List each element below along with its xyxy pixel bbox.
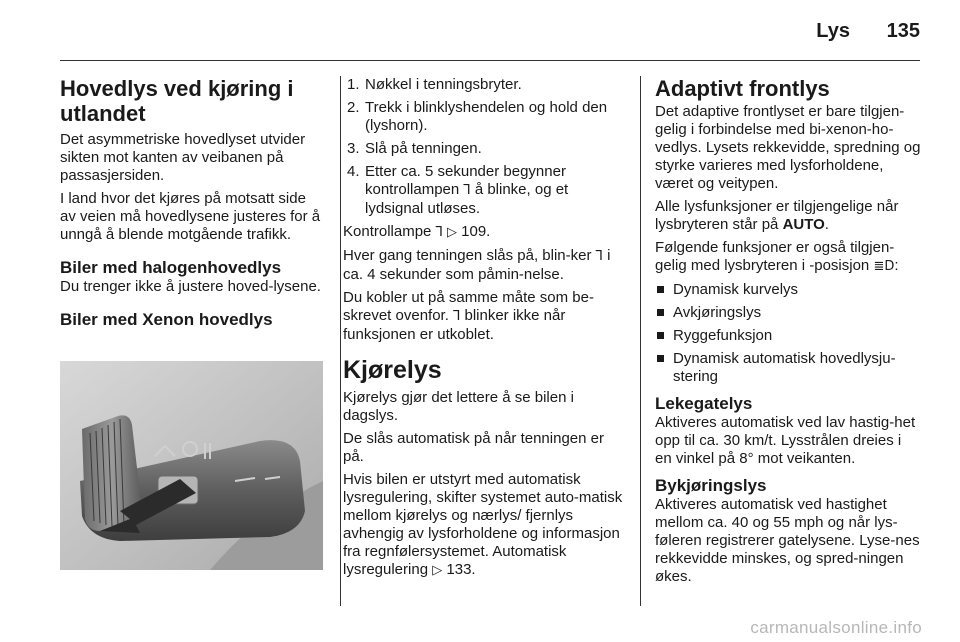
page-ref-arrow-icon: ▷ — [446, 225, 457, 240]
paragraph: Hver gang tenningen slås på, blin-ker Ꞁ i ca. 4 sekunder som påmin-nelse. — [343, 247, 611, 283]
paragraph: Aktiveres automatisk ved lav hastig-het opp til ca. 30 km/t. Lysstrålen dreies i en vinkel på 8° mot veikanten. — [655, 414, 916, 467]
paragraph: Hvis bilen er utstyrt med automatisk lysregulering, skifter systemet auto-matisk mellom kjørelys og nærlys/ fjernlys avhengig av lysforholdene og informasjon fra regnfølersystemet. Automatisk lysregulering ▷ 133. — [343, 471, 623, 578]
bullet-square-icon — [657, 355, 664, 362]
page-ref-arrow-icon: ▷ — [432, 563, 443, 578]
warning-lamp-icon: Ꞁ — [595, 249, 603, 264]
column-3 — [655, 76, 922, 591]
stalk-illustration — [60, 361, 323, 570]
page-header — [60, 0, 920, 61]
list-item: Dynamisk kurvelys — [655, 281, 922, 299]
paragraph: Følgende funksjoner er også tilgjen-gelig med lysbryteren i -posisjon ≣D: — [655, 239, 899, 274]
paragraph: Du kobler ut på samme måte som be-skrevet ovenfor. Ꞁ blinker ikke når funksjonen er utkoblet. — [343, 289, 594, 343]
paragraph: Kjørelys gjør det lettere å se bilen i dagslys. — [343, 389, 574, 424]
column-divider — [640, 76, 641, 606]
heading-hovedlys-utlandet: Hovedlys ved kjøring i utlandet — [60, 76, 294, 126]
page-number: 135 — [886, 20, 920, 42]
paragraph: Det asymmetriske hovedlyset utvider sikten mot kanten av veibanen på passasjersiden. — [60, 131, 306, 184]
watermark: carmanualsonline.info — [750, 618, 922, 637]
paragraph: De slås automatisk på når tenningen er på. — [343, 430, 604, 465]
list-item: 4. Etter ca. 5 sekunder begynner kontrollampen Ꞁ å blinke, og et lydsignal utløses. — [347, 163, 569, 217]
column-1 — [60, 76, 325, 330]
headlamp-icon: ≣D — [873, 259, 895, 274]
paragraph: Det adaptive frontlyset er bare tilgjen-gelig i forbindelse med bi-xenon-ho-vedlys. Lysets rekkevidde, spredning og styrke varieres med lysforholdene, været og veitypen. — [655, 103, 921, 192]
heading-bykjoringslys: Bykjøringslys — [655, 476, 767, 495]
steps-list — [343, 76, 628, 218]
bullet-square-icon — [657, 309, 664, 316]
list-item: 3. Slå på tenningen. — [347, 140, 482, 157]
column-divider — [340, 76, 341, 606]
auto-label: AUTO — [782, 216, 825, 233]
bullet-square-icon — [657, 332, 664, 339]
paragraph: I land hvor det kjøres på motsatt side av veien må hovedlysene justeres for å unngå å blende motgående trafikk. — [60, 190, 321, 243]
header-rule — [60, 60, 920, 61]
section-title: Lys — [816, 20, 850, 42]
column-2 — [343, 76, 628, 585]
turn-signal-lever-image — [60, 361, 323, 570]
list-item: Avkjøringslys — [655, 304, 922, 322]
heading-adaptivt-frontlys: Adaptivt frontlys — [655, 76, 830, 101]
heading-lekegatelys: Lekegatelys — [655, 394, 753, 413]
warning-lamp-icon: Ꞁ — [453, 309, 461, 324]
heading-halogen: Biler med halogenhovedlys — [60, 258, 282, 277]
functions-list — [655, 281, 922, 386]
paragraph: Kontrollampe Ꞁ ▷ 109. — [343, 223, 491, 240]
paragraph: Alle lysfunksjoner er tilgjengelige når lysbryteren står på AUTO. — [655, 198, 899, 233]
list-item: Ryggefunksjon — [655, 327, 922, 345]
paragraph: Aktiveres automatisk ved hastighet mellom ca. 40 og 55 mph og når lys-føleren registrerer gatelysene. Lyse-nes rekkevidde minskes, og spred-ningen økes. — [655, 496, 920, 585]
warning-lamp-icon: Ꞁ — [435, 225, 443, 240]
list-item: 1. Nøkkel i tenningsbryter. — [347, 76, 522, 93]
list-item: Dynamisk automatisk hovedlysju-stering — [655, 350, 922, 386]
warning-lamp-icon: Ꞁ — [463, 183, 471, 198]
list-item: 2. Trekk i blinklyshendelen og hold den (lyshorn). — [347, 99, 608, 134]
paragraph: Du trenger ikke å justere hoved-lysene. — [60, 278, 321, 295]
heading-kjorelys: Kjørelys — [343, 356, 442, 384]
heading-xenon: Biler med Xenon hovedlys — [60, 310, 273, 329]
bullet-square-icon — [657, 286, 664, 293]
